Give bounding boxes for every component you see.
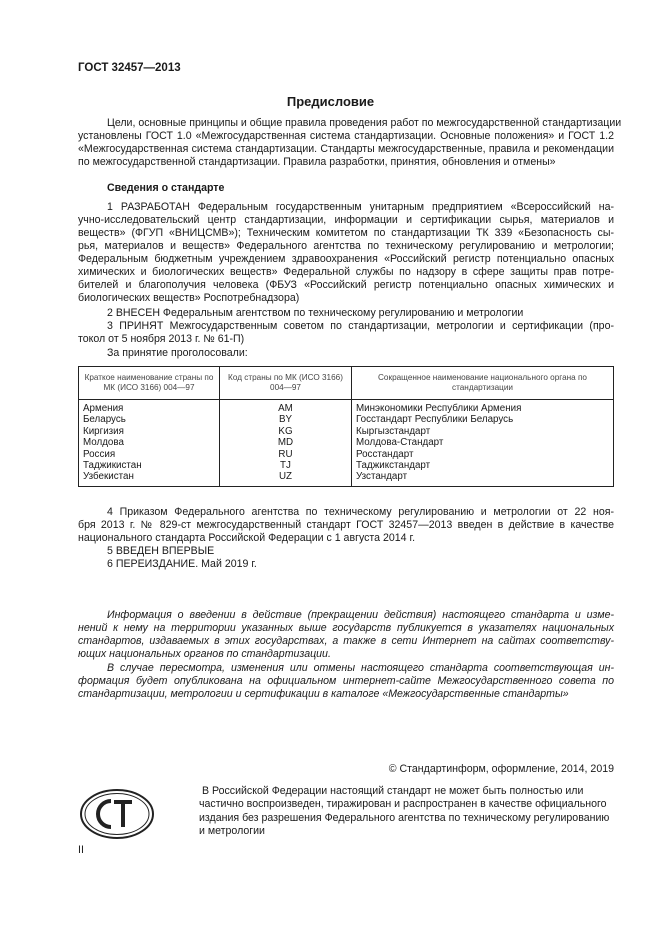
item1-line: веществ» (ФГУП «ВНИЦСМВ»); Техническим комитетом по стандартизации ТК 339 «Безопасность сы- <box>78 227 614 239</box>
page-number: II <box>78 844 84 856</box>
notice-line: стандартов, издаваемых в этих государствах, а также в сети Интернет на сайтах соответству- <box>78 635 614 647</box>
table-header-row <box>79 367 614 400</box>
item3-line: 3 ПРИНЯТ Межгосударственным советом по стандартизации, метрологии и сертификации (про- <box>107 320 614 332</box>
item4-line: бря 2013 г. № 829-ст межгосударственный стандарт ГОСТ 32457—2013 введен в действие в качестве <box>78 519 614 531</box>
table-row <box>79 400 614 415</box>
table-row <box>79 426 614 437</box>
item4-line: национального стандарта Российской Федерации с 1 августа 2014 г. <box>78 532 416 544</box>
notice-line: нений к нему на территории указанных выше государств публикуется в указателях национальных <box>78 622 614 634</box>
item1-line: рья, материалов и веществ» Федерального агентства по техническому регулированию и метрологии; <box>78 240 614 252</box>
code-cell: BY <box>220 414 352 425</box>
notice-line: стандартизации, метрологии и сертификации в каталоге «Межгосударственные стандарты» <box>78 688 569 700</box>
item3-line: токол от 5 ноября 2013 г. № 61-П) <box>78 333 245 345</box>
code-cell: AM <box>220 400 352 415</box>
country-cell: Таджикистан <box>79 460 220 471</box>
code-cell: UZ <box>220 471 352 486</box>
legal-line: В Российской Федерации настоящий стандарт не может быть полностью или <box>202 785 584 797</box>
item1-line: 1 РАЗРАБОТАН Федеральным государственным унитарным предприятием «Всероссийский на- <box>107 201 614 213</box>
column-header-country: Краткое наименование страны по МК (ИСО 3166) 004—97 <box>79 367 220 400</box>
code-cell: MD <box>220 437 352 448</box>
item1-line: биологических веществ» Роспотребнадзора) <box>78 292 300 304</box>
column-header-body: Сокращенное наименование национального органа по стандартизации <box>352 367 614 400</box>
info-heading: Сведения о стандарте <box>107 182 225 194</box>
country-cell: Узбекистан <box>79 471 220 486</box>
intro-line: «Межгосударственная система стандартизации. Стандарты межгосударственные, правила и рекомендации <box>78 143 614 155</box>
item5-text: 5 ВВЕДЕН ВПЕРВЫЕ <box>107 545 215 557</box>
legal-line: частично воспроизведен, тиражирован и распространен в качестве официального <box>199 798 607 811</box>
country-cell: Беларусь <box>79 414 220 425</box>
country-cell: Киргизия <box>79 426 220 437</box>
table-row <box>79 449 614 460</box>
code-cell: KG <box>220 426 352 437</box>
body-cell: Минэкономики Республики Армения <box>352 400 614 415</box>
table-row <box>79 437 614 448</box>
legal-line: и метрологии <box>199 825 265 838</box>
intro-line: Цели, основные принципы и общие правила проведения работ по межгосударственной стандартизации <box>107 117 622 129</box>
body-cell: Росстандарт <box>352 449 614 460</box>
rst-certification-logo-icon <box>79 788 155 840</box>
intro-line: установлены ГОСТ 1.0 «Межгосударственная система стандартизации. Основные положения» и ГОСТ 1.2 <box>78 130 614 142</box>
voted-text: За принятие проголосовали: <box>107 347 248 359</box>
intro-line: по межгосударственной стандартизации. Правила разработки, принятия, обновления и отмены» <box>78 156 556 168</box>
body-cell: Госстандарт Республики Беларусь <box>352 414 614 425</box>
item4-line: 4 Приказом Федерального агентства по техническому регулированию и метрологии от 22 ноя- <box>107 506 614 518</box>
code-cell: TJ <box>220 460 352 471</box>
country-cell: Россия <box>79 449 220 460</box>
body-cell: Молдова-Стандарт <box>352 437 614 448</box>
notice-line: ющих национальных органов по стандартизации. <box>78 648 331 660</box>
country-cell: Молдова <box>79 437 220 448</box>
item1-line: химических и биологических веществ» Федеральной службы по надзору в сфере защиты прав потре- <box>78 266 614 278</box>
table-row <box>79 460 614 471</box>
table-row <box>79 471 614 486</box>
column-header-code: Код страны по МК (ИСО 3166) 004—97 <box>220 367 352 400</box>
notice-line: формация будет опубликована на официальном интернет-сайте Межгосударственного совета по <box>78 675 614 687</box>
item1-line: Федеральным бюджетным учреждением здравоохранения «Российский регистр потенциально опасных <box>78 253 614 265</box>
copyright-text: © Стандартинформ, оформление, 2014, 2019 <box>388 763 614 775</box>
item2-text: 2 ВНЕСЕН Федеральным агентством по техническому регулированию и метрологии <box>107 307 524 319</box>
item1-line: бителей и благополучия человека (ФБУЗ «Российский регистр потенциально опасных химических и <box>78 279 614 291</box>
countries-table <box>78 366 614 487</box>
item1-line: учно-исследовательский центр стандартизации, информации и сертификации сырья, материалов и <box>78 214 614 226</box>
item6-text: 6 ПЕРЕИЗДАНИЕ. Май 2019 г. <box>107 558 257 570</box>
legal-line: издания без разрешения Федерального агентства по техническому регулированию <box>199 811 610 824</box>
body-cell: Кыргызстандарт <box>352 426 614 437</box>
notice-line: Информация о введении в действие (прекращении действия) настоящего стандарта и изме- <box>107 609 614 621</box>
legal-notice <box>199 785 614 839</box>
notice-line: В случае пересмотра, изменения или отмены настоящего стандарта соответствующая ин- <box>107 662 614 674</box>
code-cell: RU <box>220 449 352 460</box>
body-cell: Таджикстандарт <box>352 460 614 471</box>
page-title: Предисловие <box>286 94 375 109</box>
country-cell: Армения <box>79 400 220 415</box>
body-cell: Узстандарт <box>352 471 614 486</box>
table-row <box>79 414 614 425</box>
standard-header: ГОСТ 32457—2013 <box>78 62 181 74</box>
